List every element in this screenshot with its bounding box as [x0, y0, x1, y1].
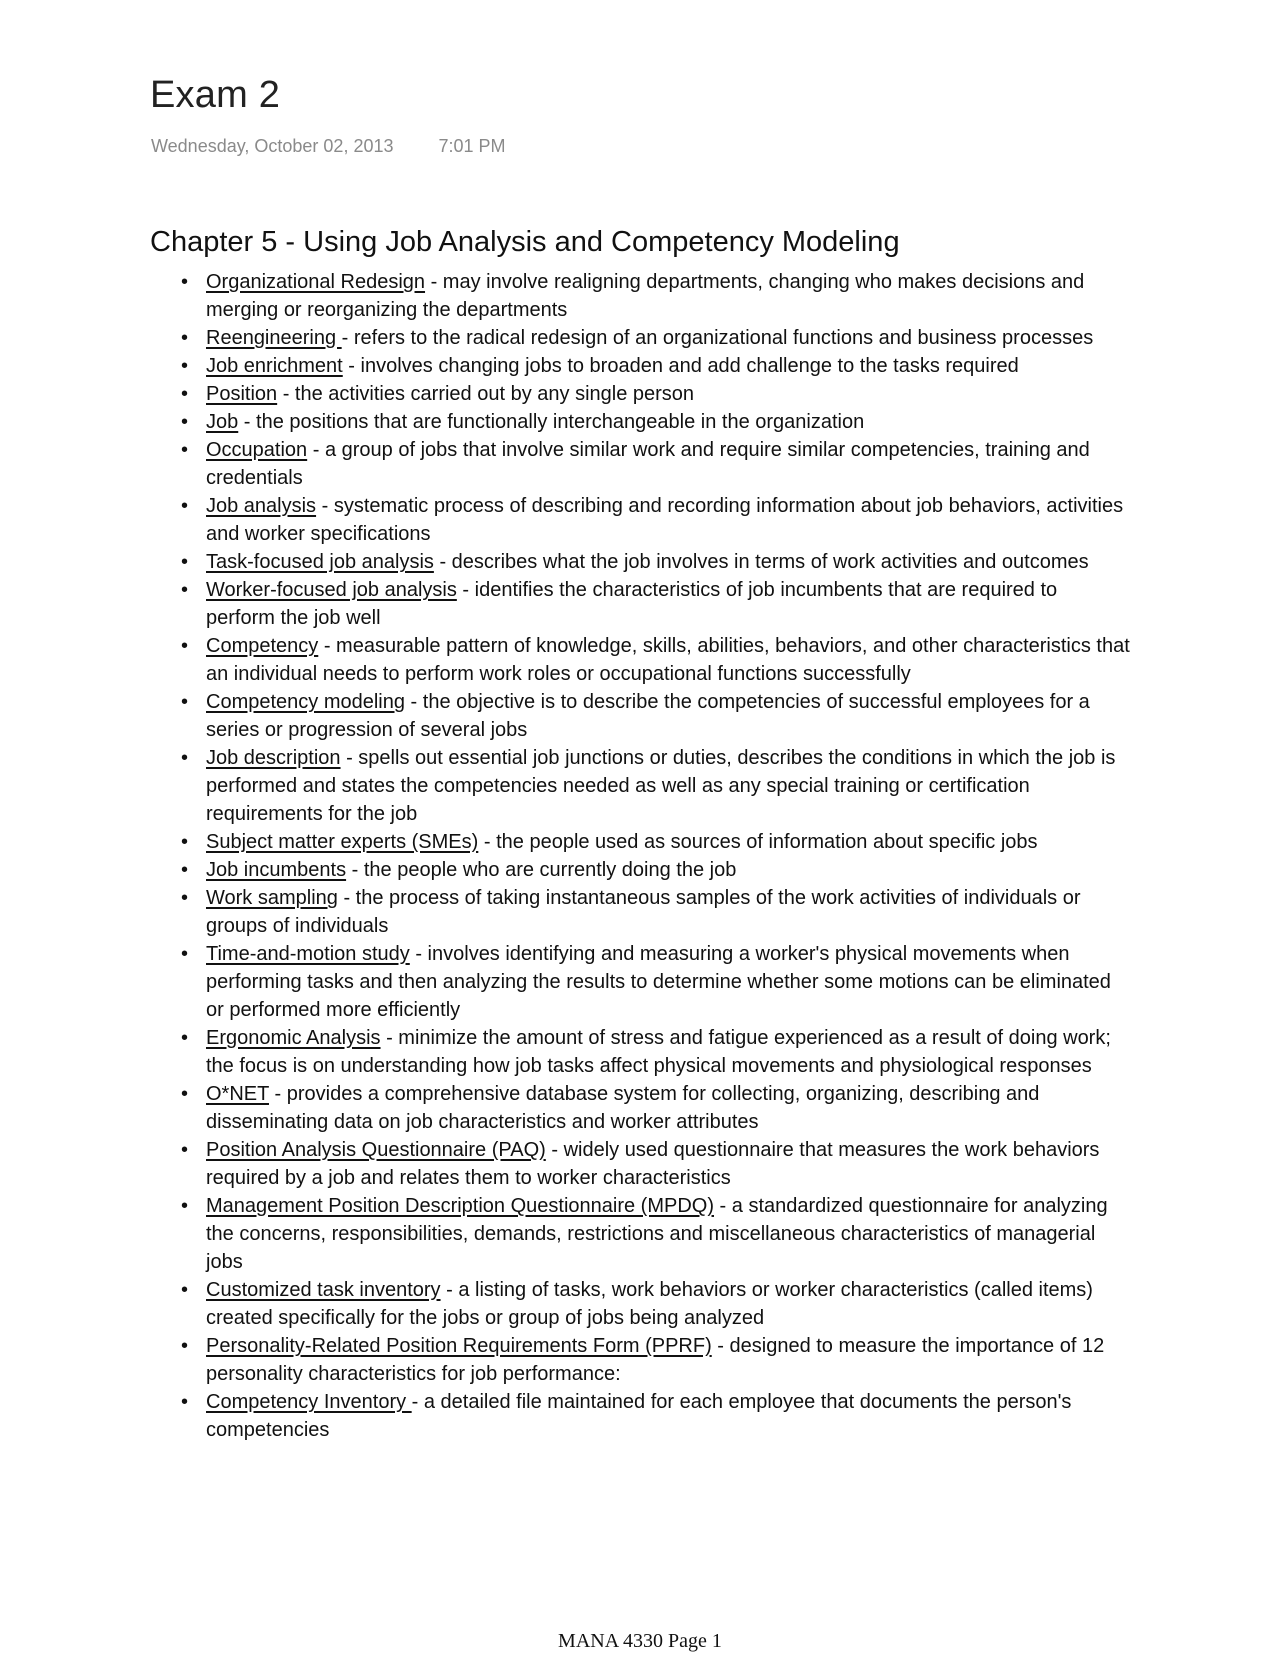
list-item [206, 1192, 1131, 1276]
term-label: Job enrichment [206, 355, 343, 377]
page-time: 7:01 PM [438, 136, 506, 156]
term-definition: - a standardized questionnaire for analyzing the concerns, responsibilities, demands, restrictions and miscellaneous characteristics of managerial jobs [206, 1195, 1108, 1273]
page-title: Exam 2 [150, 74, 281, 116]
page-date: Wednesday, October 02, 2013 [151, 136, 394, 156]
term-definition: - spells out essential job junctions or duties, describes the conditions in which the job is performed and states the competencies needed as well as any special training or certification requirements for the job [206, 747, 1116, 825]
term-definition: - measurable pattern of knowledge, skills, abilities, behaviors, and other characteristics that an individual needs to perform work roles or occupational functions successfully [206, 635, 1130, 685]
term-definition: - a listing of tasks, work behaviors or worker characteristics (called items) created specifically for the jobs or group of jobs being analyzed [206, 1279, 1093, 1329]
list-item [206, 380, 1131, 408]
term-label: Task-focused job analysis [206, 551, 434, 573]
term-definition: - a detailed file maintained for each employee that documents the person's competencies [206, 1391, 1072, 1441]
term-definition: - the people used as sources of information about specific jobs [478, 831, 1038, 853]
term-definition: - the people who are currently doing the job [346, 859, 737, 881]
list-item [206, 1388, 1131, 1444]
term-definition: - systematic process of describing and recording information about job behaviors, activities and worker specifications [206, 495, 1124, 545]
list-item [206, 548, 1131, 576]
list-item [206, 492, 1131, 548]
term-label: Organizational Redesign [206, 271, 426, 293]
list-item [206, 576, 1131, 632]
term-definition: - the objective is to describe the competencies of successful employees for a series or progression of several jobs [206, 691, 1090, 741]
term-definition: - may involve realigning departments, changing who makes decisions and merging or reorganizing the departments [206, 271, 1085, 321]
term-definition: - the activities carried out by any single person [277, 383, 695, 405]
term-definition: - designed to measure the importance of 12 personality characteristics for job performance: [206, 1335, 1105, 1385]
term-label: Personality-Related Position Requirements Form (PPRF) [206, 1335, 712, 1357]
list-item [206, 688, 1131, 744]
page-meta [151, 136, 506, 157]
term-label: Occupation [206, 439, 308, 461]
term-label: Position Analysis Questionnaire (PAQ) [206, 1139, 546, 1161]
list-item [206, 856, 1131, 884]
list-item [206, 1332, 1131, 1388]
page-footer: MANA 4330 Page 1 [558, 1630, 722, 1652]
list-item [206, 408, 1131, 436]
term-label: Customized task inventory [206, 1279, 441, 1301]
term-label: Ergonomic Analysis [206, 1027, 381, 1049]
list-item [206, 1080, 1131, 1136]
notes-list [206, 268, 1131, 1444]
list-item [206, 1024, 1131, 1080]
term-label: Reengineering [206, 327, 342, 349]
term-label: Worker-focused job analysis [206, 579, 457, 601]
term-label: Subject matter experts (SMEs) [206, 831, 479, 853]
term-label: O*NET [206, 1083, 269, 1105]
term-label: Competency modeling [206, 691, 405, 713]
term-label: Time-and-motion study [206, 943, 410, 965]
term-definition: - involves changing jobs to broaden and add challenge to the tasks required [342, 355, 1019, 377]
term-definition: - widely used questionnaire that measures the work behaviors required by a job and relates them to worker characteristics [206, 1139, 1100, 1189]
term-label: Job incumbents [206, 859, 347, 881]
term-label: Position [206, 383, 278, 405]
term-definition: - a group of jobs that involve similar work and require similar competencies, training and credentials [206, 439, 1090, 489]
chapter-heading: Chapter 5 - Using Job Analysis and Competency Modeling [150, 226, 900, 258]
term-label: Management Position Description Questionnaire (MPDQ) [206, 1195, 714, 1217]
list-item [206, 744, 1131, 828]
term-definition: - involves identifying and measuring a worker's physical movements when performing tasks and then analyzing the results to determine whether some motions can be eliminated or performed more efficiently [206, 943, 1111, 1021]
term-definition: - the positions that are functionally interchangeable in the organization [238, 411, 865, 433]
term-definition: - provides a comprehensive database system for collecting, organizing, describing and disseminating data on job characteristics and worker attributes [206, 1083, 1040, 1133]
term-definition: - identifies the characteristics of job incumbents that are required to perform the job well [206, 579, 1058, 629]
term-label: Competency Inventory [206, 1391, 412, 1413]
term-label: Job [206, 411, 239, 433]
term-definition: - minimize the amount of stress and fatigue experienced as a result of doing work; the focus is on understanding how job tasks affect physical movements and physiological responses [206, 1027, 1111, 1077]
list-item [206, 884, 1131, 940]
list-item [206, 436, 1131, 492]
term-label: Work sampling [206, 887, 338, 909]
list-item [206, 268, 1131, 324]
term-definition: - refers to the radical redesign of an organizational functions and business processes [341, 327, 1094, 349]
list-item [206, 828, 1131, 856]
list-item [206, 352, 1131, 380]
term-definition: - the process of taking instantaneous samples of the work activities of individuals or groups of individuals [206, 887, 1081, 937]
list-item [206, 632, 1131, 688]
term-label: Job description [206, 747, 341, 769]
term-label: Competency [206, 635, 319, 657]
term-definition: - describes what the job involves in terms of work activities and outcomes [433, 551, 1089, 573]
list-item [206, 324, 1131, 352]
list-item [206, 940, 1131, 1024]
list-item [206, 1276, 1131, 1332]
term-label: Job analysis [206, 495, 317, 517]
list-item [206, 1136, 1131, 1192]
